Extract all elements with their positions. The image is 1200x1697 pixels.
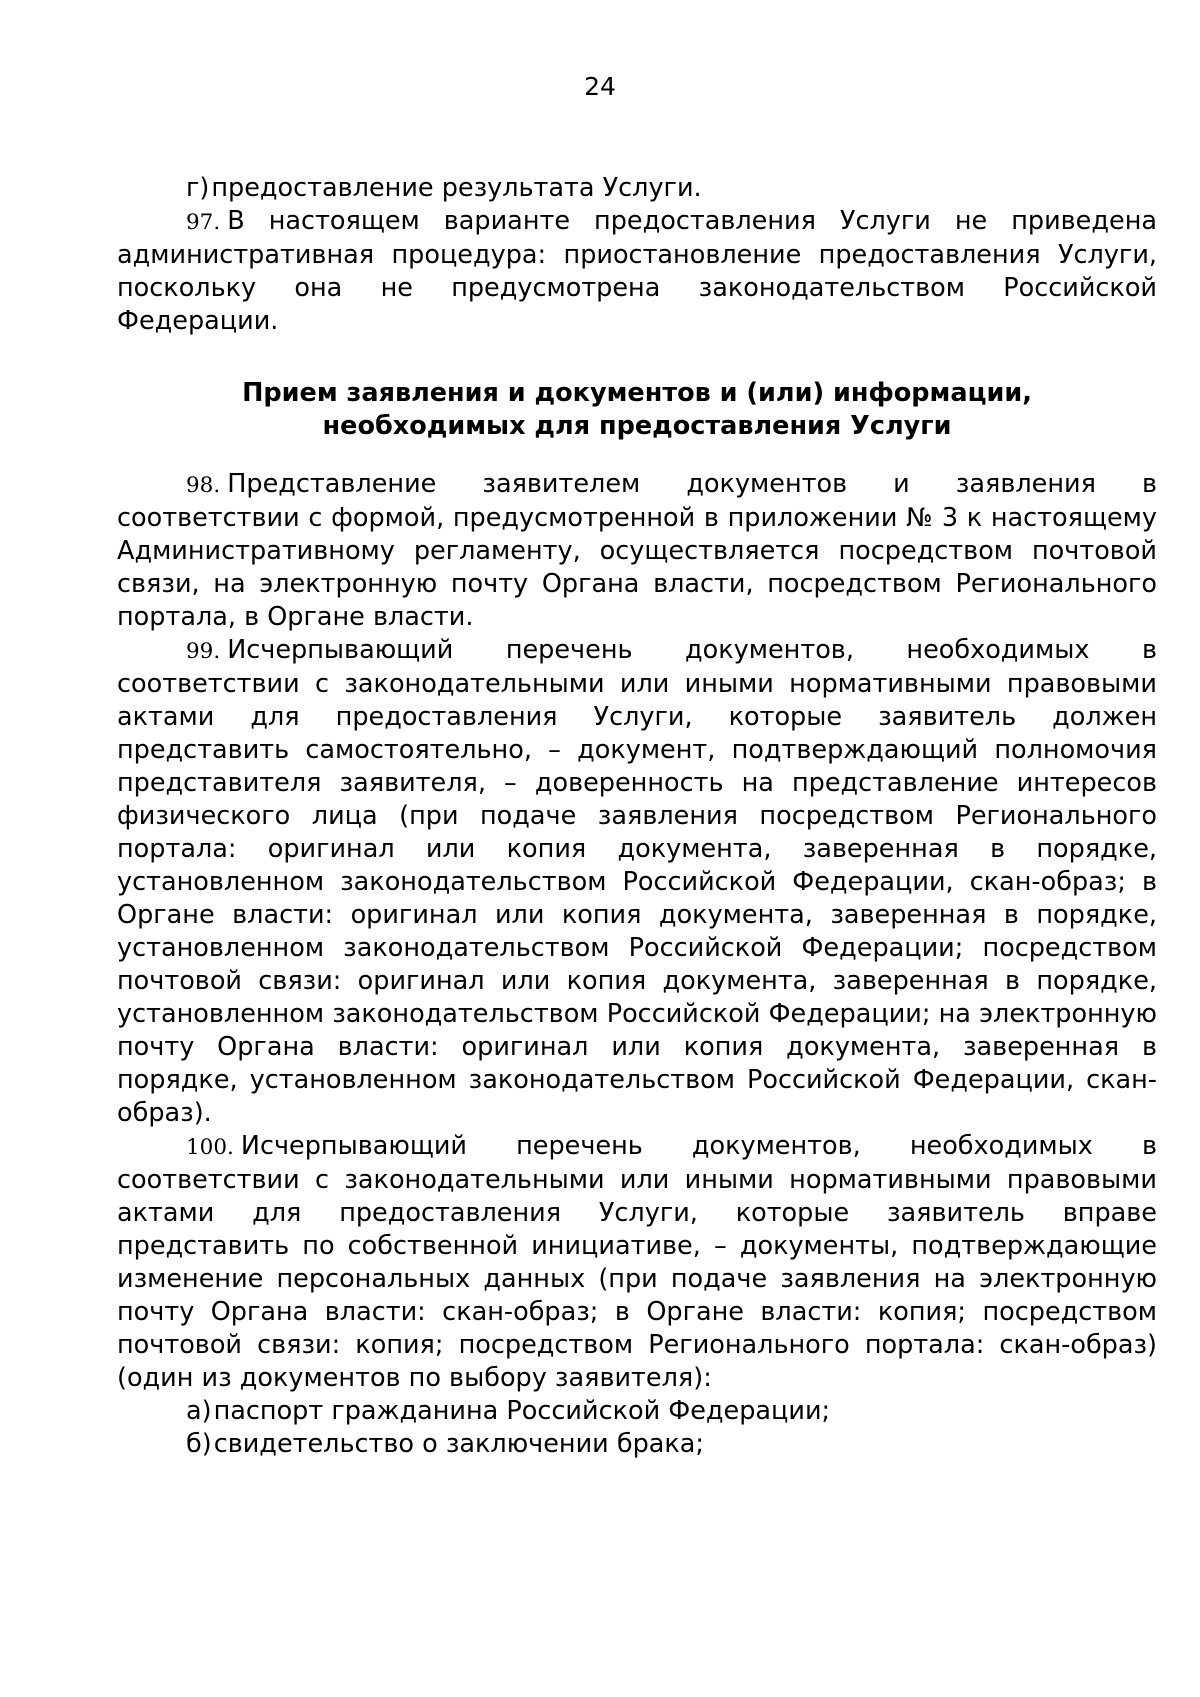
- paragraph-text: Исчерпывающий перечень документов, необходимых в соответствии с законодательными или иными нормативными правовыми актами для предоставления Услуги, которые заявитель вправе представить по собственной инициативе, – документы, подтверждающие изменение персональных данных (при подаче заявления на электронную почту Органа власти: скан-образ; в Органе власти: копия; посредством почтовой связи: копия; посредством Регионального портала: скан-образ) (один из документов по выбору заявителя):: [117, 1131, 1157, 1393]
- paragraph-98: [117, 468, 1157, 634]
- list-item-text: паспорт гражданина Российской Федерации;: [213, 1396, 831, 1426]
- list-item-g: [117, 172, 1157, 205]
- list-item-letter: г): [186, 173, 210, 203]
- paragraph-number: 97.: [186, 210, 221, 235]
- section-heading: [117, 377, 1157, 443]
- paragraph-text: В настоящем варианте предоставления Услуги не приведена административная процедура: приостановление предоставления Услуги, поскольку она не предусмотрена законодательством Российской Федерации.: [117, 206, 1157, 336]
- paragraph-text: Представление заявителем документов и заявления в соответствии с формой, предусмотренной в приложении № 3 к настоящему Административному регламенту, осуществляется посредством почтовой связи, на электронную почту Органа власти, посредством Регионального портала, в Органе власти.: [117, 469, 1157, 632]
- paragraph-number: 98.: [186, 473, 221, 498]
- paragraph-number: 100.: [186, 1135, 234, 1160]
- list-item-a: [117, 1395, 1157, 1428]
- section-heading-line-2: необходимых для предоставления Услуги: [322, 411, 952, 441]
- section-heading-line-1: Прием заявления и документов и (или) информации,: [242, 378, 1032, 408]
- paragraph-number: 99.: [186, 639, 221, 664]
- list-item-letter: б): [186, 1429, 212, 1459]
- paragraph-97: [117, 205, 1157, 338]
- page-number: 24: [584, 72, 616, 101]
- list-item-text: предоставление результата Услуги.: [211, 173, 702, 203]
- list-item-b: [117, 1428, 1157, 1461]
- list-item-letter: а): [186, 1396, 212, 1426]
- paragraph-100: [117, 1130, 1157, 1395]
- list-item-text: свидетельство о заключении брака;: [213, 1429, 705, 1459]
- paragraph-text: Исчерпывающий перечень документов, необходимых в соответствии с законодательными или иными нормативными правовыми актами для предоставления Услуги, которые заявитель должен представить самостоятельно, – документ, подтверждающий полномочия представителя заявителя, – доверенность на представление интересов физического лица (при подаче заявления посредством Регионального портала: оригинал или копия документа, заверенная в порядке, установленном законодательством Российской Федерации, скан-образ; в Органе власти: оригинал или копия документа, заверенная в порядке, установленном законодательством Российской Федерации; посредством почтовой связи: оригинал или копия документа, заверенная в порядке, установленном законодательством Российской Федерации; на электронную почту Органа власти: оригинал или копия документа, заверенная в порядке, установленном законодательством Российской Федерации, скан-образ).: [117, 635, 1157, 1128]
- paragraph-99: [117, 634, 1157, 1130]
- document-body: [117, 172, 1157, 1461]
